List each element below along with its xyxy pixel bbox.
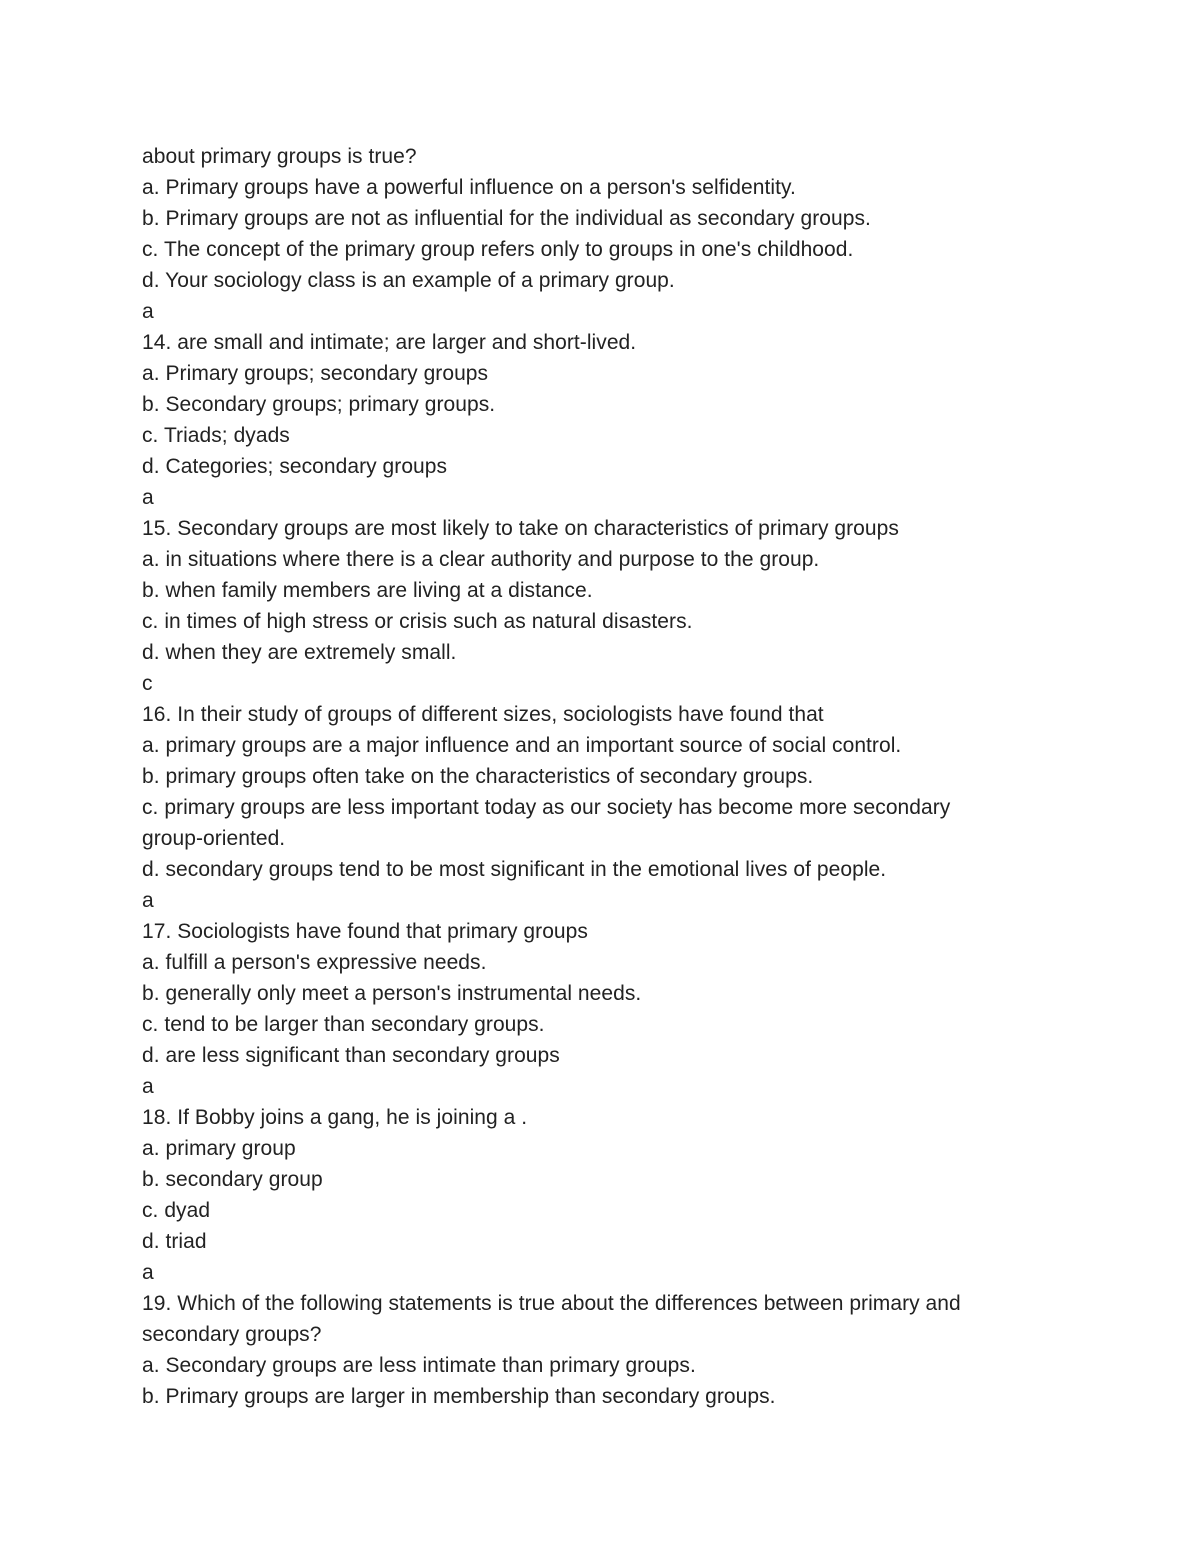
text-line: secondary groups? — [142, 1323, 322, 1346]
text-line: a. Primary groups have a powerful influence on a person's selfidentity. — [142, 176, 796, 199]
text-line: c. dyad — [142, 1199, 211, 1222]
text-line: a. Secondary groups are less intimate than primary groups. — [142, 1354, 696, 1377]
text-line: 18. If Bobby joins a gang, he is joining a . — [142, 1106, 528, 1129]
text-line: b. Primary groups are larger in membership than secondary groups. — [142, 1385, 776, 1408]
text-line: c. primary groups are less important today as our society has become more secondary — [142, 796, 951, 819]
text-line: a. primary groups are a major influence and an important source of social control. — [142, 734, 902, 757]
text-line: about primary groups is true? — [142, 145, 417, 168]
document-body — [142, 141, 1072, 1412]
text-line: c. Triads; dyads — [142, 424, 290, 447]
text-line: b. generally only meet a person's instrumental needs. — [142, 982, 642, 1005]
text-line: 14. are small and intimate; are larger and short-lived. — [142, 331, 637, 354]
text-line: b. Secondary groups; primary groups. — [142, 393, 496, 416]
text-line: c — [142, 672, 153, 695]
text-line: a. primary group — [142, 1137, 296, 1160]
text-line: c. tend to be larger than secondary groups. — [142, 1013, 545, 1036]
text-line: a — [142, 486, 154, 509]
text-line: a. in situations where there is a clear authority and purpose to the group. — [142, 548, 820, 571]
text-line: a. fulfill a person's expressive needs. — [142, 951, 487, 974]
text-line: 17. Sociologists have found that primary groups — [142, 920, 588, 943]
text-line: c. in times of high stress or crisis such as natural disasters. — [142, 610, 693, 633]
text-line: b. secondary group — [142, 1168, 323, 1191]
text-line: 16. In their study of groups of different sizes, sociologists have found that — [142, 703, 824, 726]
text-line: a — [142, 1075, 154, 1098]
text-line: b. when family members are living at a distance. — [142, 579, 593, 602]
text-line: a. Primary groups; secondary groups — [142, 362, 489, 385]
text-line: d. Categories; secondary groups — [142, 455, 448, 478]
text-line: b. primary groups often take on the characteristics of secondary groups. — [142, 765, 814, 788]
text-line: d. secondary groups tend to be most significant in the emotional lives of people. — [142, 858, 887, 881]
text-line: 19. Which of the following statements is true about the differences between primary and — [142, 1292, 961, 1315]
text-line: 15. Secondary groups are most likely to take on characteristics of primary groups — [142, 517, 899, 540]
text-line: a — [142, 300, 154, 323]
text-line: d. when they are extremely small. — [142, 641, 457, 664]
text-line: b. Primary groups are not as influential for the individual as secondary groups. — [142, 207, 871, 230]
text-line: d. triad — [142, 1230, 207, 1253]
text-line: a — [142, 1261, 154, 1284]
text-line: c. The concept of the primary group refers only to groups in one's childhood. — [142, 238, 854, 261]
text-line: d. Your sociology class is an example of a primary group. — [142, 269, 675, 292]
text-line: a — [142, 889, 154, 912]
text-line: d. are less significant than secondary groups — [142, 1044, 560, 1067]
text-line: group-oriented. — [142, 827, 286, 850]
